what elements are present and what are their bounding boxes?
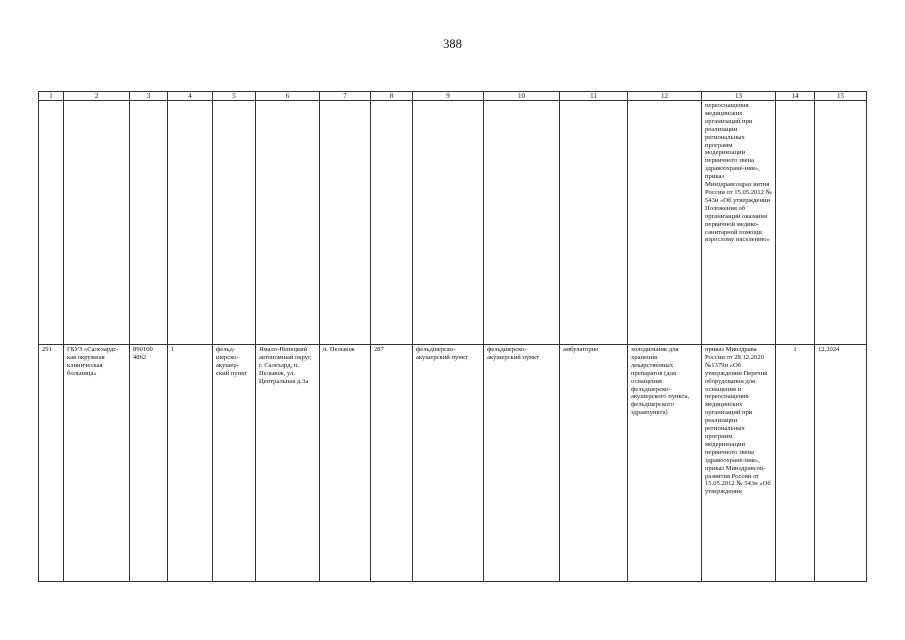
regulation-cell: приказ Минздрава России от 28.12.2020 №1379н «Об утверждении Перечня оборудования для оснащения и переоснащения медицинских организаций при реализации региональных программ модернизации первичного звена здравоохране-ния», приказ Минздравсоц-развития России от 15.05.2012 № 543н «Об утверждении [702, 345, 776, 582]
column-number: 8 [371, 92, 413, 101]
unit-cell: фельдшерско-акушерский пункт [484, 345, 560, 582]
column-number: 6 [256, 92, 320, 101]
table-cell [320, 101, 371, 345]
care-mode-cell: амбулаторно [560, 345, 628, 582]
date-cell: 12,2024 [815, 345, 867, 582]
table-cell [130, 101, 168, 345]
table-cell [39, 101, 64, 345]
quantity-cell: 1 [776, 345, 815, 582]
column-number: 9 [413, 92, 484, 101]
data-table [38, 91, 867, 582]
table-cell [213, 101, 256, 345]
unit-cell: фельдшерско-акушерский пункт [413, 345, 484, 582]
facility-type-cell: фельд-шерско-акушер-ский пункт [213, 345, 256, 582]
page-number: 388 [443, 37, 462, 51]
column-number-row [39, 92, 867, 101]
column-number: 3 [130, 92, 168, 101]
count-cell: 1 [168, 345, 213, 582]
column-number: 11 [560, 92, 628, 101]
table-row [39, 101, 867, 345]
table-cell [168, 101, 213, 345]
organization-cell: ГБУЗ «Салехардс-кая окружная клиническая больница» [64, 345, 130, 582]
equipment-cell: холодильник для хранения лекарственных препаратов (для оснащения фельдшерско-акушерского пункта, фельдшерского здравпункта) [628, 345, 702, 582]
table-cell [371, 101, 413, 345]
table-cell [256, 101, 320, 345]
code-cell: 890100 4862 [130, 345, 168, 582]
column-number: 10 [484, 92, 560, 101]
table-cell [560, 101, 628, 345]
population-cell: 287 [371, 345, 413, 582]
regulation-cell: переоснащения медицинских организаций при реализации региональных программ модернизации первичного звена здравоохране-ния», приказ Минздравсоцраз вития России от 15.05.2012 № 543н «Об утверждении Положения об организации оказания первичной медико-санитарной помощи взрослому населению» [702, 101, 776, 345]
table-cell [413, 101, 484, 345]
table-cell [776, 101, 815, 345]
table-row [39, 345, 867, 582]
table-cell [64, 101, 130, 345]
column-number: 7 [320, 92, 371, 101]
column-number: 4 [168, 92, 213, 101]
address-cell: Ямало-Ненецкий автономный округ, г. Салехард, п. Пельвож, ул. Центральная д.3а [256, 345, 320, 582]
column-number: 5 [213, 92, 256, 101]
table-cell [628, 101, 702, 345]
row-number-cell: 291 [39, 345, 64, 582]
column-number: 2 [64, 92, 130, 101]
table-cell [815, 101, 867, 345]
table-cell [484, 101, 560, 345]
settlement-cell: п. Пельвож [320, 345, 371, 582]
column-number: 1 [39, 92, 64, 101]
column-number: 12 [628, 92, 702, 101]
column-number: 14 [776, 92, 815, 101]
column-number: 15 [815, 92, 867, 101]
column-number: 13 [702, 92, 776, 101]
